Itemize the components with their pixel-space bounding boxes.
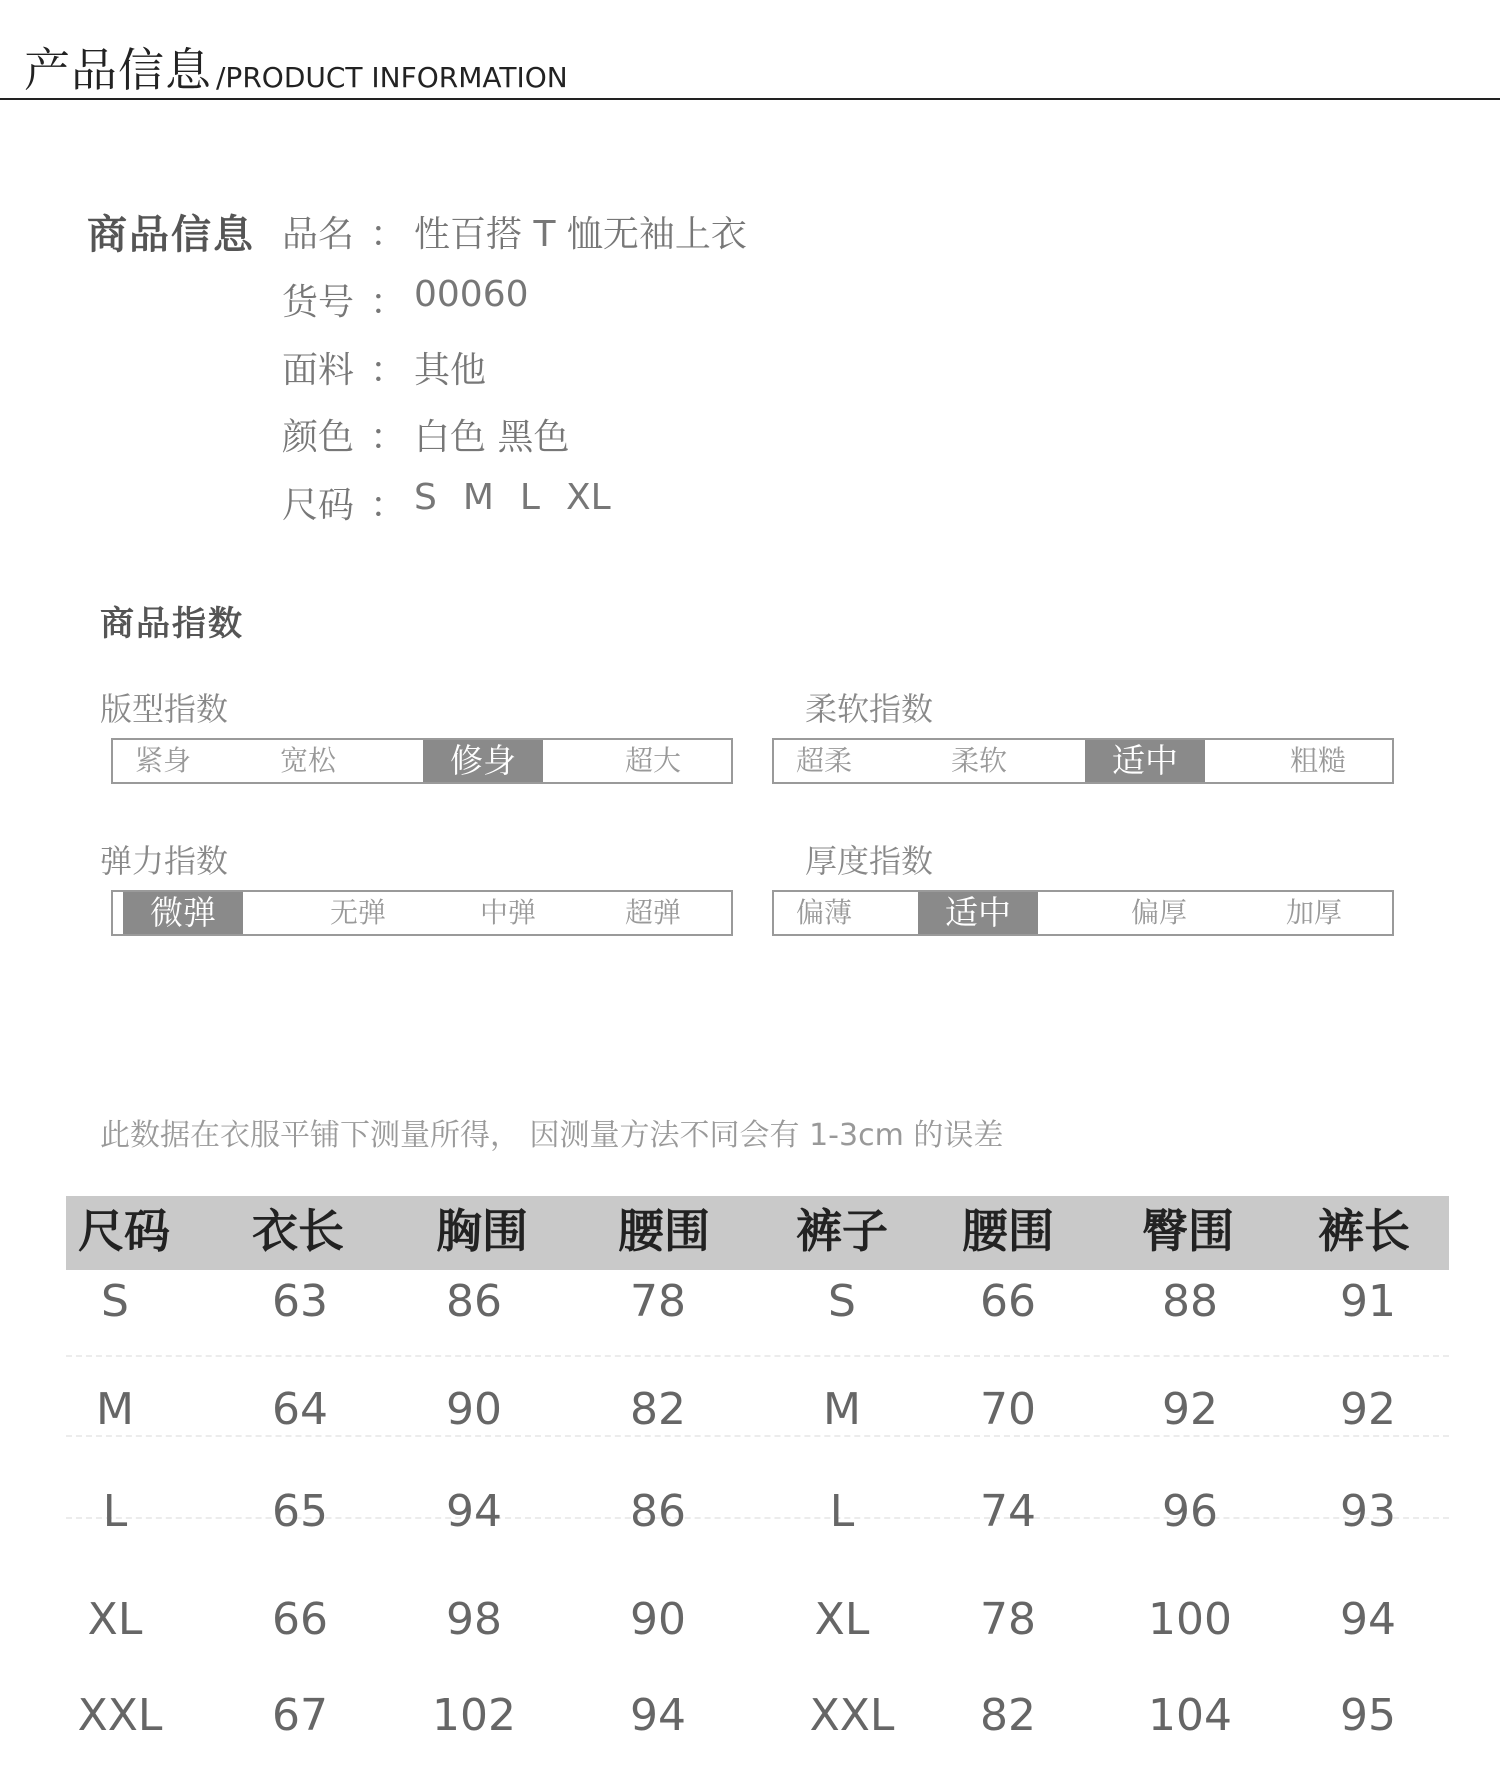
row-divider (66, 1355, 1449, 1357)
info-label: 尺码 (282, 485, 355, 526)
table-header-cell: 裤长 (1318, 1204, 1410, 1258)
index-option: 中弹 (479, 896, 536, 929)
table-cell: 78 (980, 1594, 1036, 1645)
table-cell: 98 (446, 1594, 502, 1645)
table-cell: 74 (980, 1486, 1036, 1537)
index-option: 偏厚 (1130, 896, 1187, 929)
index-option-selected: 适中 (1085, 740, 1205, 782)
index-option-selected: 适中 (918, 892, 1038, 934)
table-cell: M (96, 1384, 134, 1435)
table-cell: S (828, 1276, 856, 1327)
index-option: 超弹 (624, 896, 681, 929)
table-header-cell: 裤子 (796, 1204, 888, 1258)
table-cell: 94 (630, 1690, 686, 1741)
index-option: 加厚 (1285, 896, 1342, 929)
table-cell: 70 (980, 1384, 1036, 1435)
table-cell: XXL (77, 1690, 163, 1741)
table-cell: 88 (1162, 1276, 1218, 1327)
table-cell: 93 (1340, 1486, 1396, 1537)
index-bar-thickness (772, 890, 1394, 936)
table-cell: XL (814, 1594, 870, 1645)
table-header-cell: 尺码 (78, 1204, 170, 1258)
table-cell: 91 (1340, 1276, 1396, 1327)
index-bar-elasticity (111, 890, 733, 936)
measurement-note: 此数据在衣服平铺下测量所得， 因测量方法不同会有 1-3cm 的误差 (100, 1118, 1004, 1153)
info-value: 00060 (414, 274, 529, 315)
table-cell: L (829, 1486, 855, 1537)
row-divider (66, 1435, 1449, 1437)
index-bar-softness (772, 738, 1394, 784)
info-colon: ： (370, 350, 407, 391)
table-cell: 67 (272, 1690, 328, 1741)
table-cell: 104 (1148, 1690, 1232, 1741)
size-table-header (66, 1196, 1449, 1270)
table-cell: 102 (432, 1690, 516, 1741)
info-value: 白色 黑色 (414, 417, 570, 458)
product-info-heading: 商品信息 (87, 212, 255, 258)
index-option: 超大 (624, 744, 681, 777)
table-cell: S (101, 1276, 129, 1327)
index-bar-fit (111, 738, 733, 784)
index-option: 紧身 (134, 744, 191, 777)
index-option: 超柔 (795, 744, 852, 777)
size-option: XL (565, 477, 611, 518)
table-cell: 100 (1148, 1594, 1232, 1645)
table-cell: 65 (272, 1486, 328, 1537)
table-header-cell: 臀围 (1142, 1204, 1234, 1258)
info-colon: ： (370, 485, 407, 526)
info-colon: ： (370, 214, 407, 255)
index-option: 偏薄 (795, 896, 852, 929)
table-header-cell: 腰围 (618, 1204, 710, 1258)
info-label: 货号 (282, 282, 355, 323)
table-cell: 90 (630, 1594, 686, 1645)
page-header (24, 34, 568, 96)
table-header-cell: 胸围 (436, 1204, 528, 1258)
table-cell: 82 (630, 1384, 686, 1435)
table-cell: 63 (272, 1276, 328, 1327)
table-cell: 64 (272, 1384, 328, 1435)
table-cell: 86 (630, 1486, 686, 1537)
table-header-cell: 腰围 (962, 1204, 1054, 1258)
table-cell: 86 (446, 1276, 502, 1327)
header-divider (0, 98, 1500, 100)
index-option: 无弹 (329, 896, 386, 929)
index-title-fit: 版型指数 (100, 690, 229, 728)
index-option-selected: 修身 (423, 740, 543, 782)
size-option: L (519, 477, 540, 518)
header-title-en: /PRODUCT INFORMATION (216, 61, 568, 94)
index-option: 柔软 (950, 744, 1007, 777)
table-cell: M (823, 1384, 861, 1435)
size-list (414, 477, 637, 518)
table-header-cell: 衣长 (252, 1204, 344, 1258)
product-index-heading: 商品指数 (100, 604, 244, 644)
info-label: 品名 (282, 214, 355, 255)
table-cell: 90 (446, 1384, 502, 1435)
table-cell: 92 (1340, 1384, 1396, 1435)
info-colon: ： (370, 282, 407, 323)
table-cell: XL (87, 1594, 143, 1645)
header-title-cn: 产品信息 (24, 43, 212, 97)
table-cell: 92 (1162, 1384, 1218, 1435)
table-cell: 82 (980, 1690, 1036, 1741)
index-option-selected: 微弹 (123, 892, 243, 934)
info-value: 性百搭 T 恤无袖上衣 (414, 214, 747, 255)
index-title-thickness: 厚度指数 (805, 842, 934, 880)
size-option: M (462, 477, 494, 518)
table-cell: 94 (1340, 1594, 1396, 1645)
table-cell: 66 (272, 1594, 328, 1645)
index-option: 宽松 (279, 744, 336, 777)
index-title-elasticity: 弹力指数 (100, 842, 229, 880)
info-label: 面料 (282, 350, 355, 391)
info-value: 其他 (414, 350, 487, 391)
size-option: S (414, 477, 437, 518)
info-colon: ： (370, 417, 407, 458)
table-cell: L (102, 1486, 128, 1537)
index-title-softness: 柔软指数 (805, 690, 934, 728)
table-cell: 95 (1340, 1690, 1396, 1741)
index-option: 粗糙 (1289, 744, 1346, 777)
table-cell: 96 (1162, 1486, 1218, 1537)
info-label: 颜色 (282, 417, 355, 458)
table-cell: XXL (809, 1690, 895, 1741)
table-cell: 78 (630, 1276, 686, 1327)
table-cell: 94 (446, 1486, 502, 1537)
table-cell: 66 (980, 1276, 1036, 1327)
